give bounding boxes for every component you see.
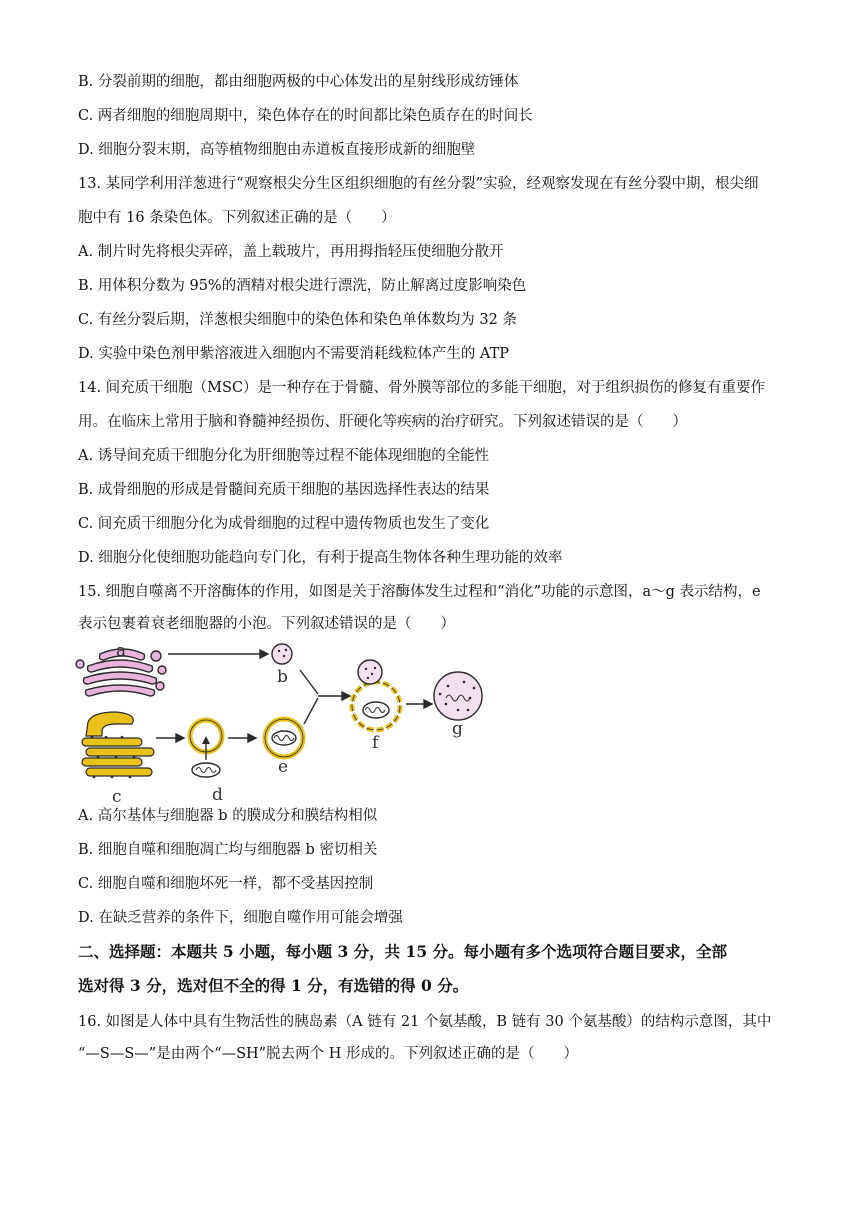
q15-stem-line2: 表示包裹着衰老细胞器的小泡。下列叙述错误的是（ ） [78,616,455,632]
q13-stem-line1: 13. 某同学利用洋葱进行“观察根尖分生区组织细胞的有丝分裂”实验，经观察发现在有丝分裂中期，根尖细 [78,176,759,192]
q15-stem-line1: 15. 细胞自噬离不开溶酶体的作用，如图是关于溶酶体发生过程和“消化”功能的示意图，a～g 表示结构，e [78,584,761,600]
q15-option-b: B. 细胞自噬和细胞凋亡均与细胞器 b 密切相关 [78,842,378,858]
q13-option-d: D. 实验中染色剂甲紫溶液进入细胞内不需要消耗线粒体产生的 ATP [78,346,510,362]
label-b: b [277,667,288,687]
q14-option-c: C. 间充质干细胞分化为成骨细胞的过程中遗传物质也发生了变化 [78,516,490,532]
q14-stem-line2: 用。在临床上常用于脑和脊髓神经损伤、肝硬化等疾病的治疗研究。下列叙述错误的是（ ） [78,414,687,430]
q15-option-a: A. 高尔基体与细胞器 b 的膜成分和膜结构相似 [78,808,378,824]
arrow-f-to-g [406,700,432,708]
label-e: e [278,757,289,777]
q14-option-d: D. 细胞分化使细胞功能趋向专门化，有利于提高生物体各种生理功能的效率 [78,550,563,566]
label-g: g [452,719,463,739]
q13-option-a: A. 制片时先将根尖弄碎，盖上载玻片，再用拇指轻压使细胞分散开 [78,244,504,260]
q14-option-a: A. 诱导间充质干细胞分化为肝细胞等过程不能体现细胞的全能性 [78,448,490,464]
q16-stem-line2: “—S—S—”是由两个“—SH”脱去两个 H 形成的。下列叙述正确的是（ ） [78,1046,578,1062]
q15-option-d: D. 在缺乏营养的条件下，细胞自噬作用可能会增强 [78,910,403,926]
phagophore-d [190,720,222,777]
q14-stem-line1: 14. 间充质干细胞（MSC）是一种存在于骨髓、骨外膜等部位的多能干细胞，对于组织损伤的修复有重要作 [78,380,766,396]
residual-body-g [434,672,482,720]
lysosome-diagram [72,636,502,806]
autolysosome-f [352,660,400,730]
q15-option-c: C. 细胞自噬和细胞坏死一样，都不受基因控制 [78,876,374,892]
q13-option-b: B. 用体积分数为 95%的酒精对根尖进行漂洗，防止解离过度影响染色 [78,278,527,294]
q12-option-b: B. 分裂前期的细胞，都由细胞两极的中心体发出的星射线形成纺锤体 [78,74,519,90]
label-c: c [112,787,122,806]
arrow-a-to-b [168,650,268,658]
section-2-heading-line1: 二、选择题：本题共 5 小题，每小题 3 分，共 15 分。每小题有多个选项符合题目要求，全部 [78,942,728,961]
endoplasmic-reticulum-c [82,712,154,776]
q13-option-c: C. 有丝分裂后期，洋葱根尖细胞中的染色体和染色单体数均为 32 条 [78,312,517,328]
q16-stem-line1: 16. 如图是人体中具有生物活性的胰岛素（A 链有 21 个氨基酸，B 链有 30 个氨基酸）的结构示意图，其中 [78,1014,772,1030]
arrow-d-to-e [228,734,256,742]
q12-option-c: C. 两者细胞的细胞周期中，染色体存在的时间都比染色质存在的时间长 [78,108,533,124]
q12-option-d: D. 细胞分裂末期，高等植物细胞由赤道板直接形成新的细胞壁 [78,142,476,158]
q14-option-b: B. 成骨细胞的形成是骨髓间充质干细胞的基因选择性表达的结果 [78,482,490,498]
label-f: f [372,733,379,753]
label-a: a [116,641,127,661]
lysosome-b [272,644,292,664]
label-d: d [212,785,223,805]
q13-stem-line2: 胞中有 16 条染色体。下列叙述正确的是（ ） [78,210,396,226]
arrows-converge [300,670,350,724]
section-2-heading-line2: 选对得 3 分，选对但不全的得 1 分，有选错的得 0 分。 [78,976,469,995]
autophagosome-e [265,719,303,757]
arrow-c-to-d [156,734,184,742]
